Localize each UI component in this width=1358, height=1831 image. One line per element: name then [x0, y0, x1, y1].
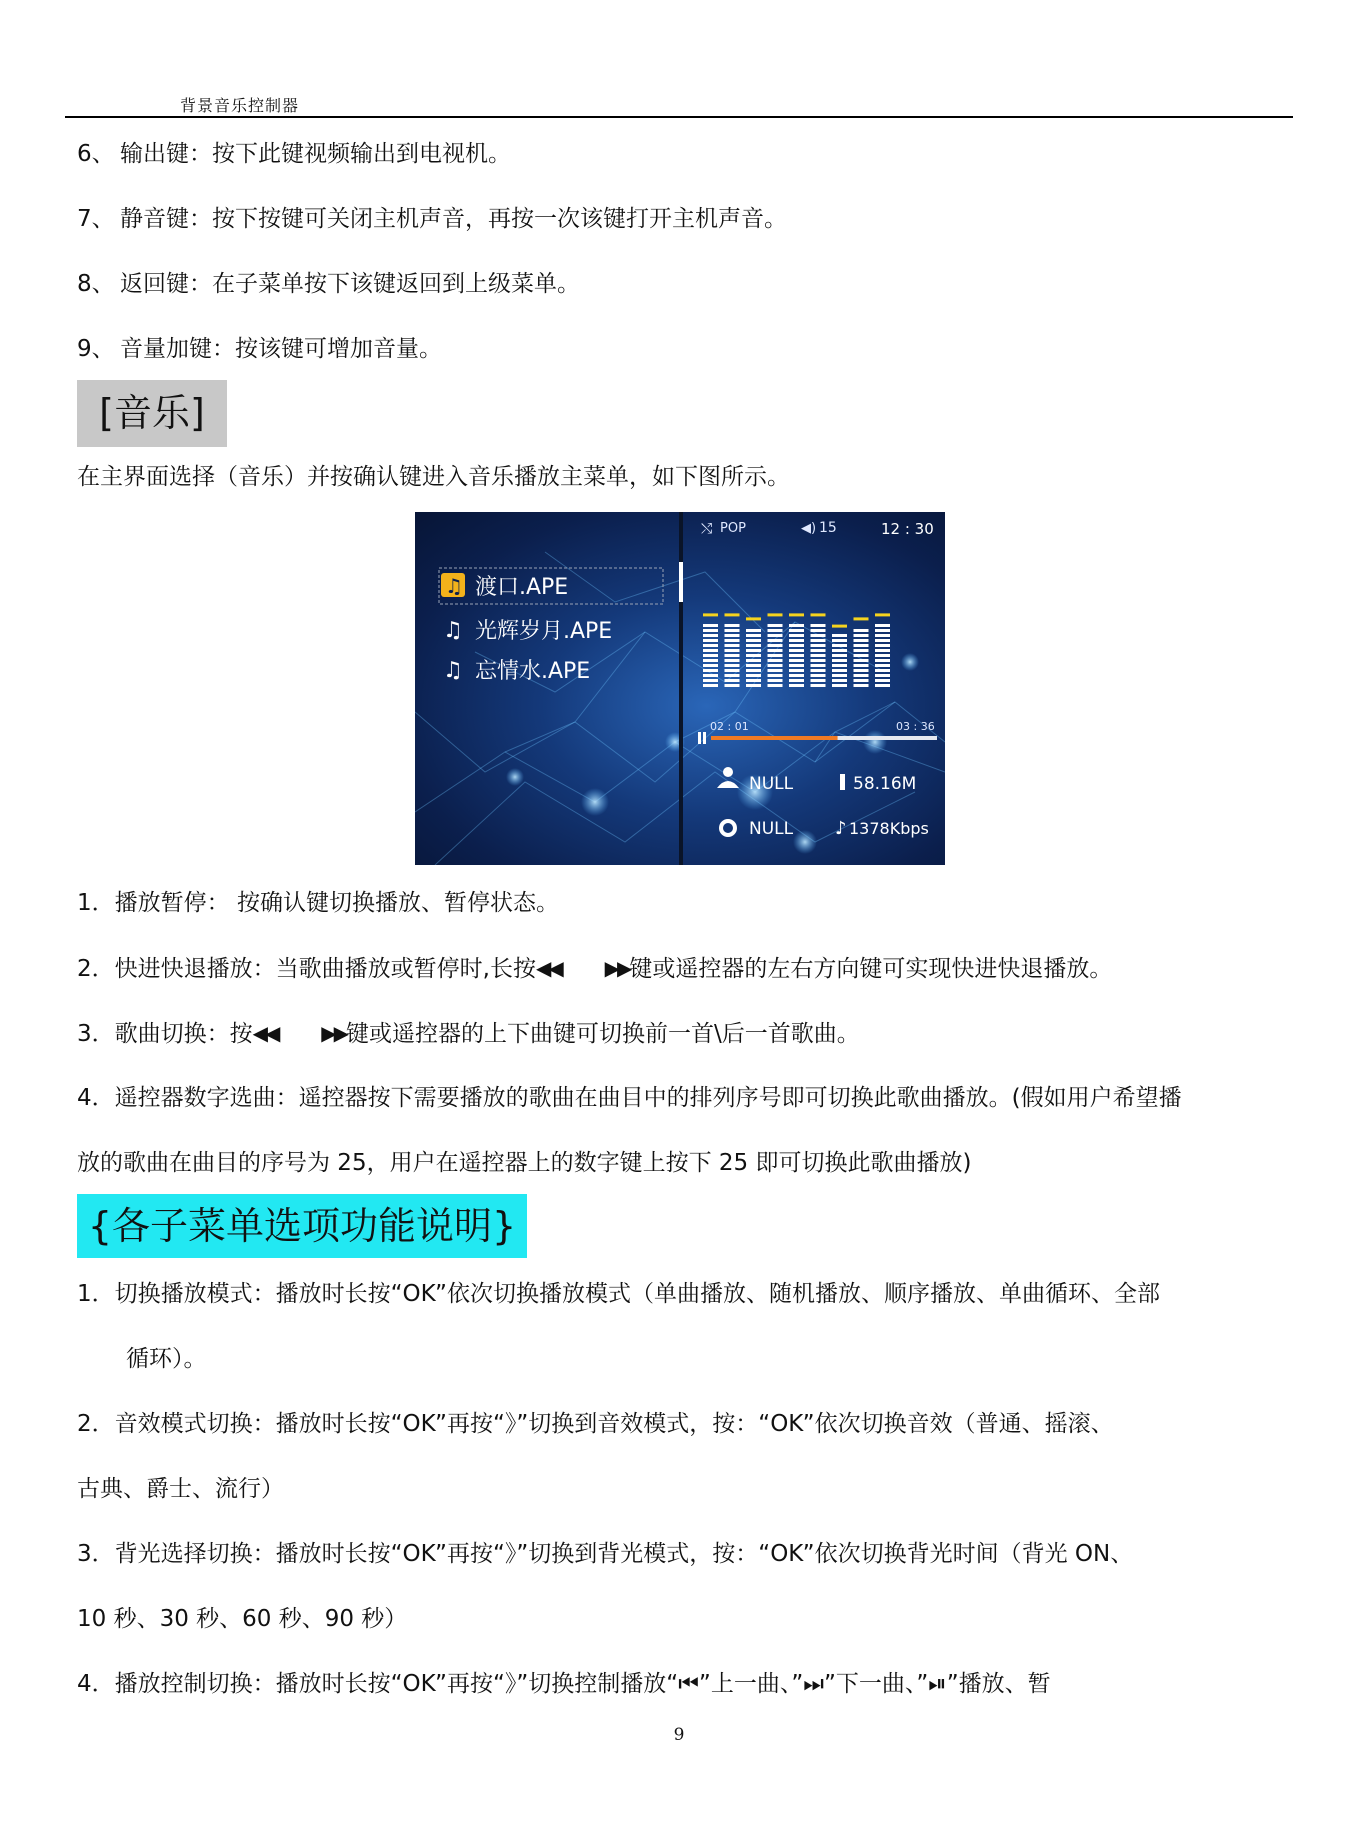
eq-segment	[832, 669, 847, 672]
song-item-2: 光辉岁月.APE	[475, 619, 613, 644]
submenu-sound-effect-cont: 古典、爵士、流行）	[77, 1476, 284, 1502]
eq-segment	[725, 669, 740, 672]
eq-segment	[811, 634, 826, 637]
eq-segment	[725, 679, 740, 682]
eq-segment	[768, 659, 783, 662]
eq-segment	[789, 649, 804, 652]
submenu-text: ”播放、暂	[946, 1671, 1051, 1697]
page-number: 9	[673, 1725, 685, 1745]
song-1-music-icon	[441, 573, 465, 598]
eq-segment	[811, 639, 826, 642]
equalizer-bars	[703, 613, 890, 687]
bitrate-value: 1378Kbps	[849, 819, 929, 838]
file-size-icon	[840, 774, 845, 790]
fast-forward-icon: ▶▶	[321, 1021, 347, 1045]
eq-segment	[768, 674, 783, 677]
eq-segment	[725, 649, 740, 652]
bitrate-note-icon: ♪	[835, 818, 847, 839]
item-text: 返回键：在子菜单按下该键返回到上级菜单。	[120, 271, 580, 297]
eq-segment	[789, 669, 804, 672]
eq-segment	[768, 634, 783, 637]
key-item-6	[77, 139, 511, 169]
eq-segment	[725, 674, 740, 677]
eq-peak-cap	[768, 613, 783, 616]
eq-segment	[725, 644, 740, 647]
eq-segment	[768, 644, 783, 647]
eq-segment	[703, 634, 718, 637]
pause-icon	[703, 732, 706, 744]
eq-segment	[768, 679, 783, 682]
eq-segment	[811, 669, 826, 672]
submenu-sound-effect: 2．音效模式切换：播放时长按“OK”再按“》”切换到音效模式，按：“OK”依次切换音效（普通、摇滚、	[77, 1411, 1114, 1437]
feature-text: 2．快进快退播放：当歌曲播放或暂停时,长按	[77, 956, 536, 982]
music-player-screenshot	[415, 512, 945, 865]
header-rule	[65, 116, 1293, 118]
eq-segment	[875, 669, 890, 672]
eq-segment	[789, 629, 804, 632]
eq-segment	[811, 674, 826, 677]
fast-forward-icon: ▶▶	[604, 956, 630, 980]
eq-peak-cap	[832, 625, 847, 628]
eq-segment	[746, 634, 761, 637]
previous-track-icon: ⏮	[678, 1671, 699, 1697]
eq-segment	[875, 634, 890, 637]
eq-segment	[768, 624, 783, 627]
eq-segment	[832, 674, 847, 677]
eq-segment	[703, 659, 718, 662]
feature-fast-forward	[77, 953, 1112, 984]
eq-segment	[875, 659, 890, 662]
eq-segment	[811, 679, 826, 682]
eq-peak-cap	[875, 613, 890, 616]
key-item-8	[77, 269, 580, 299]
music-section-heading: [音乐]	[77, 380, 227, 447]
submenu-text: 4．播放控制切换：播放时长按“OK”再按“》”切换控制播放“	[77, 1671, 679, 1697]
eq-segment	[746, 649, 761, 652]
glow-node	[901, 653, 919, 671]
eq-segment	[725, 659, 740, 662]
eq-segment	[875, 629, 890, 632]
eq-segment	[832, 634, 847, 637]
submenu-backlight: 3．背光选择切换：播放时长按“OK”再按“》”切换到背光模式，按：“OK”依次切换背光时间（背光 ON、	[77, 1541, 1134, 1567]
eq-segment	[746, 669, 761, 672]
eq-segment	[789, 654, 804, 657]
eq-segment	[789, 684, 804, 687]
eq-segment	[725, 634, 740, 637]
submenu-backlight-cont: 10 秒、30 秒、60 秒、90 秒）	[77, 1606, 408, 1632]
feature-song-switch	[77, 1018, 860, 1049]
list-scrollbar-thumb	[679, 562, 683, 602]
play-pause-icon: ⏯	[928, 1671, 947, 1697]
eq-segment	[854, 659, 869, 662]
submenu-play-mode-cont: 循环）。	[126, 1346, 207, 1372]
feature-number-select: 4．遥控器数字选曲：遥控器按下需要播放的歌曲在曲目中的排列序号即可切换此歌曲播放。(假如用户希望播	[77, 1085, 1182, 1111]
eq-segment	[854, 664, 869, 667]
eq-segment	[746, 659, 761, 662]
eq-segment	[703, 649, 718, 652]
eq-segment	[832, 679, 847, 682]
artist-value: NULL	[749, 774, 794, 794]
eq-segment	[832, 649, 847, 652]
eq-segment	[703, 624, 718, 627]
eq-segment	[811, 629, 826, 632]
song-item-3: 忘情水.APE	[475, 659, 591, 684]
running-header: 背景音乐控制器	[180, 96, 300, 115]
eq-segment	[789, 634, 804, 637]
eq-segment	[875, 624, 890, 627]
eq-segment	[854, 634, 869, 637]
eq-segment	[789, 664, 804, 667]
eq-segment	[703, 629, 718, 632]
song-item-1: 渡口.APE	[475, 575, 569, 600]
total-time: 03 : 36	[896, 720, 935, 733]
svg-text:♫: ♫	[443, 618, 463, 643]
eq-segment	[768, 684, 783, 687]
eq-segment	[768, 654, 783, 657]
eq-peak-cap	[789, 613, 804, 616]
eq-segment	[854, 684, 869, 687]
eq-segment	[725, 684, 740, 687]
progress-fill	[711, 736, 838, 740]
eq-segment	[725, 629, 740, 632]
eq-segment	[703, 684, 718, 687]
eq-segment	[746, 639, 761, 642]
eq-segment	[811, 659, 826, 662]
submenu-text: ”上一曲、”	[698, 1671, 804, 1697]
eq-segment	[832, 684, 847, 687]
eq-segment	[875, 684, 890, 687]
eq-segment	[854, 654, 869, 657]
eq-segment	[725, 654, 740, 657]
volume-value: 15	[819, 520, 837, 536]
album-disc-icon	[721, 821, 735, 835]
item-text: 输出键：按下此键视频输出到电视机。	[120, 141, 511, 167]
eq-segment	[875, 654, 890, 657]
submenu-text: ”下一曲、”	[823, 1671, 929, 1697]
eq-segment	[832, 659, 847, 662]
eq-segment	[768, 639, 783, 642]
glow-node	[863, 730, 887, 754]
submenu-play-mode: 1．切换播放模式：播放时长按“OK”依次切换播放模式（单曲播放、随机播放、顺序播放、单曲循环、全部	[77, 1281, 1160, 1307]
clock-display: 12 : 30	[881, 520, 934, 538]
eq-peak-cap	[725, 613, 740, 616]
eq-segment	[832, 644, 847, 647]
eq-segment	[768, 649, 783, 652]
eq-segment	[768, 629, 783, 632]
eq-segment	[854, 674, 869, 677]
eq-segment	[854, 649, 869, 652]
eq-peak-cap	[811, 613, 826, 616]
pause-icon	[698, 732, 701, 744]
feature-number-select-cont: 放的歌曲在曲目的序号为 25，用户在遥控器上的数字键上按下 25 即可切换此歌曲播放)	[77, 1150, 972, 1176]
eq-segment	[703, 664, 718, 667]
feature-text: 3．歌曲切换：按	[77, 1021, 253, 1047]
eq-segment	[875, 644, 890, 647]
eq-peak-cap	[854, 617, 869, 620]
eq-segment	[854, 679, 869, 682]
item-number: 6、	[77, 141, 115, 167]
item-number: 9、	[77, 336, 115, 362]
eq-segment	[811, 644, 826, 647]
eq-segment	[768, 664, 783, 667]
eq-segment	[746, 679, 761, 682]
submenu-play-control	[77, 1669, 1051, 1699]
eq-segment	[811, 664, 826, 667]
key-item-9	[77, 334, 442, 364]
eq-segment	[832, 654, 847, 657]
music-intro: 在主界面选择（音乐）并按确认键进入音乐播放主菜单，如下图所示。	[77, 464, 790, 490]
eq-segment	[875, 679, 890, 682]
eq-segment	[875, 639, 890, 642]
glow-node	[506, 768, 524, 786]
svg-text:♫: ♫	[445, 574, 463, 598]
key-item-7	[77, 204, 787, 234]
glow-node	[793, 830, 817, 854]
eq-segment	[875, 674, 890, 677]
item-number: 8、	[77, 271, 115, 297]
eq-segment	[789, 624, 804, 627]
next-track-icon: ⏭	[803, 1671, 824, 1697]
eq-segment	[811, 649, 826, 652]
eq-segment	[703, 679, 718, 682]
eq-segment	[746, 629, 761, 632]
rewind-icon: ◀◀	[535, 956, 561, 980]
eq-segment	[746, 684, 761, 687]
eq-segment	[832, 664, 847, 667]
eq-segment	[703, 654, 718, 657]
eq-segment	[768, 669, 783, 672]
eq-mode-label: POP	[720, 521, 746, 536]
elapsed-time: 02 : 01	[710, 720, 749, 733]
feature-text: 键或遥控器的左右方向键可实现快进快退播放。	[629, 956, 1113, 982]
album-value: NULL	[749, 819, 794, 839]
eq-segment	[703, 674, 718, 677]
svg-text:♫: ♫	[443, 658, 463, 683]
eq-segment	[789, 639, 804, 642]
item-text: 静音键：按下按键可关闭主机声音，再按一次该键打开主机声音。	[120, 206, 787, 232]
eq-segment	[789, 644, 804, 647]
eq-segment	[832, 639, 847, 642]
eq-segment	[725, 664, 740, 667]
shuffle-icon: ⤭	[701, 521, 713, 537]
eq-peak-cap	[746, 617, 761, 620]
eq-segment	[854, 639, 869, 642]
eq-segment	[703, 669, 718, 672]
eq-segment	[703, 639, 718, 642]
eq-segment	[789, 674, 804, 677]
eq-segment	[854, 669, 869, 672]
item-text: 音量加键：按该键可增加音量。	[120, 336, 442, 362]
eq-segment	[746, 674, 761, 677]
eq-segment	[875, 649, 890, 652]
eq-segment	[746, 644, 761, 647]
feature-play-pause: 1．播放暂停： 按确认键切换播放、暂停状态。	[77, 890, 559, 916]
glow-node	[581, 788, 609, 816]
item-number: 7、	[77, 206, 115, 232]
speaker-icon: ◀)	[801, 521, 817, 536]
eq-segment	[811, 684, 826, 687]
eq-segment	[811, 654, 826, 657]
eq-peak-cap	[703, 613, 718, 616]
eq-segment	[725, 639, 740, 642]
eq-segment	[703, 644, 718, 647]
eq-segment	[811, 624, 826, 627]
song-2-music-icon	[443, 618, 463, 643]
feature-text: 键或遥控器的上下曲键可切换前一首\后一首歌曲。	[346, 1021, 860, 1047]
song-3-music-icon	[443, 658, 463, 683]
eq-segment	[746, 664, 761, 667]
eq-segment	[854, 629, 869, 632]
eq-segment	[789, 679, 804, 682]
eq-segment	[746, 654, 761, 657]
eq-segment	[789, 659, 804, 662]
file-size-value: 58.16M	[853, 774, 917, 794]
rewind-icon: ◀◀	[252, 1021, 278, 1045]
eq-segment	[725, 624, 740, 627]
submenu-section-heading: {各子菜单选项功能说明}	[77, 1194, 527, 1258]
eq-segment	[875, 664, 890, 667]
eq-segment	[854, 644, 869, 647]
